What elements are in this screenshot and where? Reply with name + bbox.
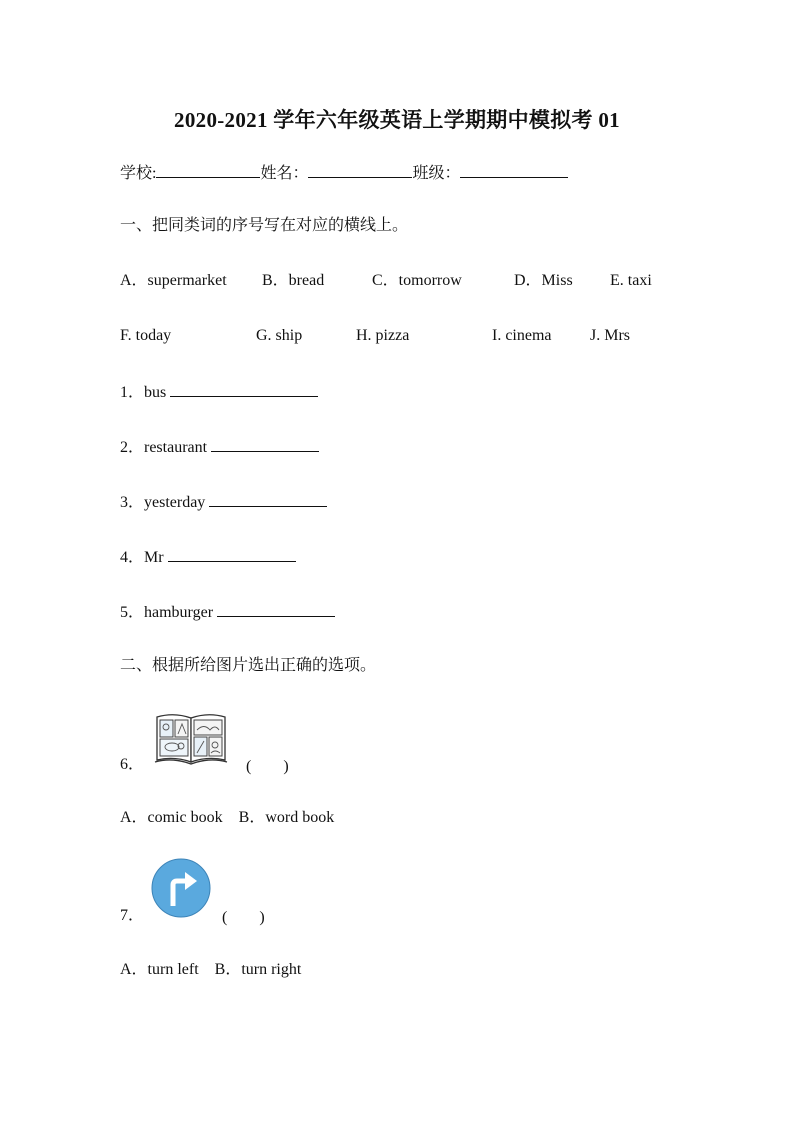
question-3-blank[interactable] <box>209 489 327 507</box>
school-label: 学校: <box>120 165 157 182</box>
option-g: G. ship <box>256 327 303 344</box>
option-b: B．bread <box>262 272 325 289</box>
turn-right-sign-icon <box>151 858 211 918</box>
option-j: J. Mrs <box>590 327 631 344</box>
question-5-text: 5．hamburger <box>120 604 214 621</box>
option-d: D．Miss <box>514 272 573 289</box>
question-1-blank[interactable] <box>170 379 318 397</box>
question-3 <box>120 489 327 513</box>
section2-heading: 二、根据所给图片选出正确的选项。 <box>120 657 377 674</box>
question-2-text: 2．restaurant <box>120 439 208 456</box>
option-c: C．tomorrow <box>372 272 462 289</box>
option-e: E. taxi <box>610 272 652 289</box>
question-6-answer-paren[interactable]: ( ) <box>246 758 289 775</box>
option-a: A．supermarket <box>120 272 227 289</box>
class-blank[interactable] <box>460 160 568 178</box>
option-i: I. cinema <box>492 327 552 344</box>
question-1 <box>120 379 318 403</box>
question-7-number: 7． <box>120 907 145 924</box>
question-5-blank[interactable] <box>217 599 335 617</box>
question-1-text: 1．bus <box>120 384 167 401</box>
question-3-text: 3．yesterday <box>120 494 206 511</box>
school-blank[interactable] <box>156 160 260 178</box>
question-7-options: A．turn left B．turn right <box>120 961 302 978</box>
question-4 <box>120 544 296 568</box>
question-5 <box>120 599 335 623</box>
option-f: F. today <box>120 327 172 344</box>
question-2 <box>120 434 319 458</box>
question-4-blank[interactable] <box>168 544 296 562</box>
section1-heading: 一、把同类词的序号写在对应的横线上。 <box>120 217 409 234</box>
page-title: 2020-2021 学年六年级英语上学期期中模拟考 01 <box>174 108 620 132</box>
question-4-text: 4．Mr <box>120 549 164 566</box>
name-blank[interactable] <box>308 160 412 178</box>
options-row-2 <box>120 324 720 348</box>
question-2-blank[interactable] <box>211 434 319 452</box>
name-label: 姓名： <box>260 165 309 182</box>
student-info-row <box>120 160 568 184</box>
question-6-number: 6． <box>120 756 145 773</box>
option-h: H. pizza <box>356 327 410 344</box>
class-label: 班级： <box>412 165 461 182</box>
comic-book-icon <box>152 710 230 768</box>
options-row-1 <box>120 269 720 293</box>
question-7-answer-paren[interactable]: ( ) <box>222 909 265 926</box>
question-6-options: A．comic book B．word book <box>120 809 335 826</box>
